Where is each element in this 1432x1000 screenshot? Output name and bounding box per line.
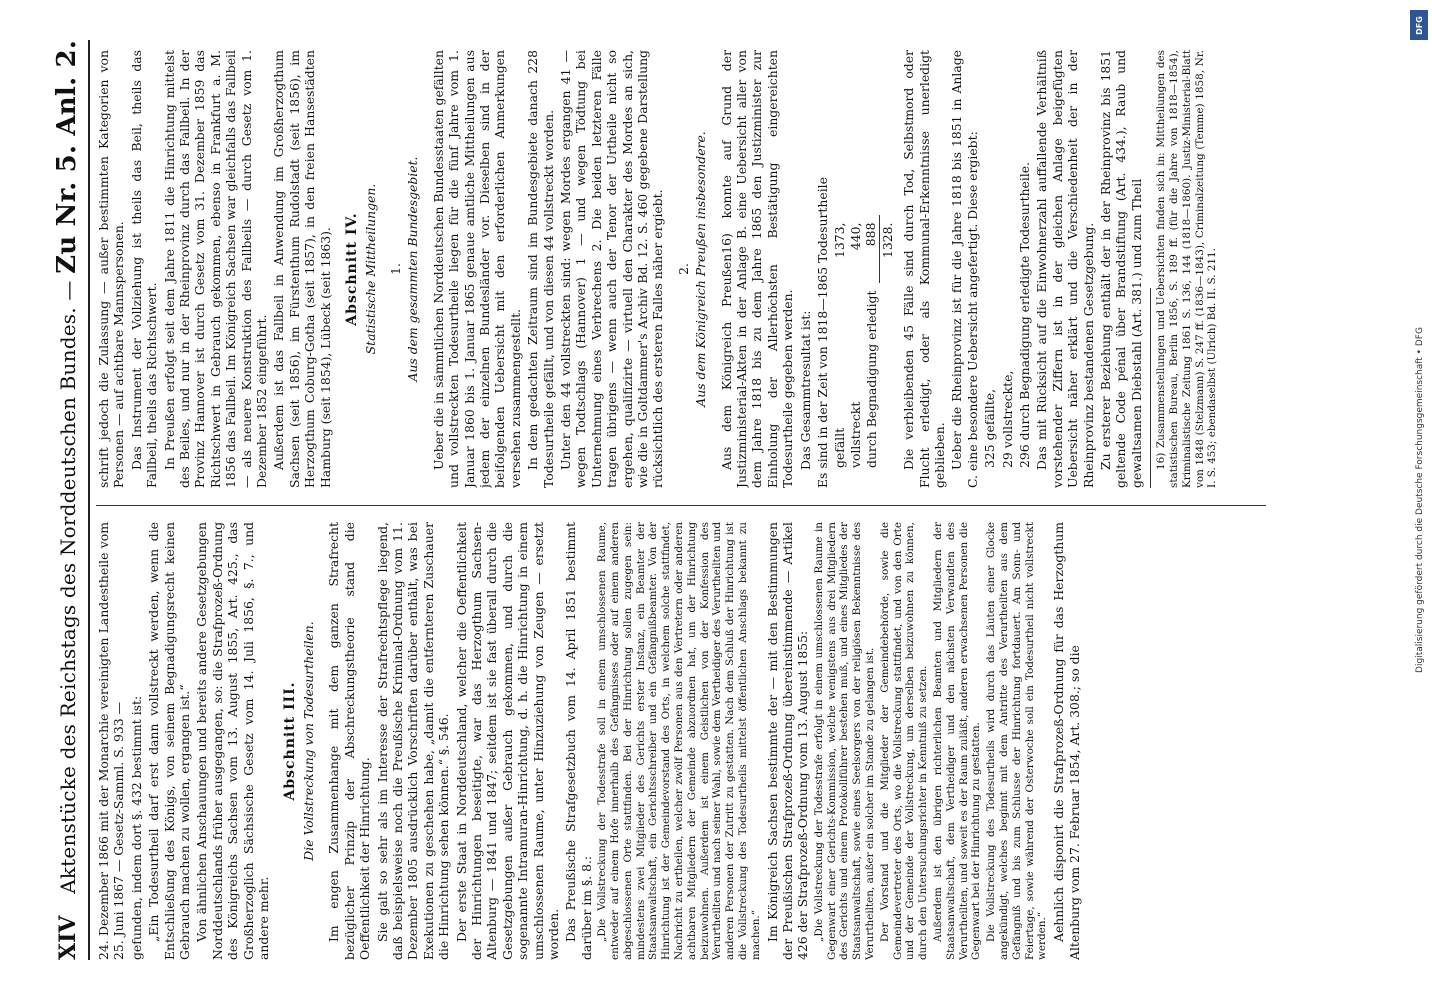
column-divider xyxy=(96,505,1266,506)
stats-line: 296 durch Begnadigung erledigte Todesurtheile. xyxy=(1016,161,1032,468)
section-subtitle: Statistische Mittheilungen. xyxy=(362,183,378,355)
section-heading: Abschnitt IV. xyxy=(344,212,361,326)
paragraph: „Ein Todesurtheil darf erst dann vollstreckt werden, wenn die Entschließung des Königs, von seinem Begnadigungsrecht keinen Gebrauch machen zu wollen, ergangen ist.“ xyxy=(146,522,193,960)
subsection-number: 2. xyxy=(675,263,691,275)
stats-line: 325 gefällte, xyxy=(982,388,998,468)
footnote: 16) Zusammenstellungen und Uebersichten finden sich in: Mittheilungen des statistischen Bureau, Berlin 1856, S. 189 ff. (für die Jahre von 1818—1854), Kriminalistische Zeitung 1861 S. 136, 144 (1818—1860). Justiz-Ministerial-Blatt von 1848 (Stelzmann) S. 247 ff. (1836—1843), Criminalzeitung (Temme) 1858, Nr. I. S. 453; ebendaselbst (Ulrich) Bd. II. S. 211. xyxy=(1155,50,1219,488)
stats-row xyxy=(832,215,847,468)
paragraph: Außerdem ist das Fallbeil in Anwendung im Großherzogthum Sachsen (seit 1856), im Fürstenthum Rudolstadt (seit 1856), im Herzogthum Coburg-Gotha (seit 1857), in den freien Hansestädten Hamburg (seit 1854), Lübeck (seit 1863). xyxy=(271,50,333,488)
paragraph: Ueber die in sämmtlichen Norddeutschen Bundesstaaten gefällten und vollstreckten Todesurtheile liegen für die fünf Jahre vom 1. Januar 1860 bis 1. Januar 1865 genaue amtliche Mittheilungen aus jedem der einzelnen Bundesländer vor. Dieselben sind in der beifolgenden Uebersicht mit den erforderlichen Anmerkungen versehen zusammengestellt. xyxy=(430,50,523,488)
paragraph: Das mit Rücksicht auf die Einwohnerzahl auffallende Verhältniß vorstehender Ziffern ist in der gleichen Anlage beigefügten Uebersicht näher erklärt und die Verschiedenheit der in der Rheinprovinz bestandenen Gesetzgebung. xyxy=(1034,50,1096,488)
paragraph: Im engen Zusammenhange mit dem ganzen Strafrecht bezüglicher Prinzip der Abschreckungstheorie stand die Oeffentlichkeit der Hinrichtung. xyxy=(326,522,373,960)
digitization-credit xyxy=(1412,50,1428,950)
stats-table xyxy=(832,215,895,468)
paragraph: Ueber die Rheinprovinz ist für die Jahre 1818 bis 1851 in Anlage C. eine besondere Uebersicht angefertigt. Diese ergiebt: xyxy=(949,50,980,488)
stats-label: durch Begnadigung erledigt xyxy=(863,290,879,468)
stats-spacer xyxy=(879,283,895,468)
paragraph: 24. Dezember 1866 mit der Monarchie vereinigten Landestheile vom 25. Juni 1867 — Gesetz-Samml. S. 933 — xyxy=(96,522,127,960)
paragraph: Aehnlich disponirt die Strafprozeß-Ordnung für das Herzogthum Altenburg vom 27. Februar 1854, Art. 308.; so die xyxy=(1051,522,1082,960)
page-header xyxy=(52,40,86,960)
running-title xyxy=(52,40,82,894)
quotation: Der Vorstand und die Mitglieder der Gemeindebehörde, sowie die Gemeindevertreter des Orts, wo die Vollstreckung stattfindet, und von den Orte und der Gemeinde der Vollstreckung, um derselben beizuwohnen zu können, durch den Untersuchungsrichter in Kenntniß zu setzen. xyxy=(878,522,930,960)
subsection-title: Aus dem gesammten Bundesgebiet. xyxy=(405,156,421,382)
paragraph: schrift jedoch die Zulassung — außer bestimmten Kategorien von Personen — auf achtbare Mannspersonen. xyxy=(96,50,127,488)
paragraph: Der erste Staat in Norddeutschland, welcher die Oeffentlichkeit der Hinrichtungen beseitigte, war das Herzogthum Sachsen-Altenburg — 1841 und 1847; seitdem ist sie fast überall durch die Gesetzgebungen außer Gebrauch gekommen, und durch die sogenannte Intramuran-Hinrichtung, d. h. die Hinrichtung in einem umschlossenen Raume, unter Hinzuziehung von Zeugen — ersetzt worden. xyxy=(453,522,561,960)
dfg-logo xyxy=(1410,10,1428,40)
left-column xyxy=(96,522,1266,960)
paragraph: Unter den 44 vollstreckten sind: wegen Mordes ergangen 41 — wegen Todtschlags (Hannover) 1 — und wegen Tödtung bei Unternehmung eines Verbrechens 2. Die beiden letzteren Fälle tragen übrigens — wenn auch der Tenor der Urtheile nicht so ergehen, qualifizirte — virtuell den Charakter des Mordes an sich, wie die in Goltdammer's Archiv Bd. 12. S. 460 gegebene Darstellung rücksichtlich des ersteren Falles näher ergiebt. xyxy=(557,50,666,488)
dfg-logo-text: DFG xyxy=(1414,15,1424,35)
paragraph: Die verbleibenden 45 Fälle sind durch Tod, Selbstmord oder Flucht erledigt, oder als Kommunal-Erkenntnisse unerledigt geblieben. xyxy=(901,50,947,488)
paragraph: Aus dem Königreich Preußen16) konnte auf Grund der Justizministerial-Akten in der Anlage B. eine Uebersicht aller von dem Jahre 1818 bis zu dem Jahre 1865 den Justizminister zur Einholung der Allerhöchsten Bestätigung eingereichten Todesurtheile gegeben werden. xyxy=(718,50,796,488)
stats-total: 1328. xyxy=(879,215,895,283)
paragraph: Das Instrument der Vollziehung ist theils das Beil, theils das Fallbeil, theils das Richtschwert. xyxy=(128,50,160,488)
quotation: Die Vollstreckung des Todesurtheils wird durch das Läuten einer Glocke angekündigt, welches beginnt mit dem Antritte des Verurtheilten aus dem Gefängniß und bis zum Schlusse der Hinrichtung fortdauert. Am Sonn- und Feiertage, sowie während der Osterwoche soll ein Todesurtheil nicht vollstreckt werden.“ xyxy=(985,522,1049,960)
paragraph: Das Preußische Strafgesetzbuch vom 14. April 1851 bestimmt darüber im §. 8.: xyxy=(563,522,594,960)
digitization-credit-text: Digitalisierung gefördert durch die Deutsche Forschungsgemeinschaft • DFG xyxy=(1415,327,1425,673)
right-column xyxy=(96,50,1266,488)
paragraph: In Preußen erfolgt seit dem Jahre 1811 die Hinrichtung mittelst des Beiles, und nur in der Rheinprovinz durch das Fallbeil. In der Provinz Hannover ist durch Gesetz vom 31. Dezember 1859 das Richtschwert in Gebrauch gekommen, ebenso in Frankfurt a. M. 1856 das Fallbeil. Im Königreich Sachsen war gleichfalls das Fallbeil — als neuere Konstruktion des Fallbeils — durch Gesetz vom 1. Dezember 1852 eingeführt. xyxy=(161,50,270,488)
quotation: Außerdem ist den übrigen richterlichen Beamten und Mitgliedern der Staatsanwaltschaft, dem Vertheidiger und den nächsten Verwandten des Verurtheilten, und soweit es der Raum zuläßt, anderen erwachsenen Personen die Gegenwart bei der Hinrichtung zu gestatten. xyxy=(931,522,983,960)
paragraph: Sie galt so sehr als im Interesse der Strafrechtspflege liegend, daß beispielsweise noch die Preußische Kriminal-Ordnung vom 11. Dezember 1805 ausdrücklich Vorschriften darüber enthält, was bei Exekutionen zu geschehen habe, „damit die entfernteren Zuschauer die Hinrichtung sehen können.“ §. 546. xyxy=(374,522,452,960)
stats-value: 1373, xyxy=(832,222,848,259)
footnote-rule xyxy=(1150,288,1151,488)
running-title-main: Aktenstücke des Reichstags des Norddeutschen Bundes. — xyxy=(56,280,80,894)
stats-row xyxy=(848,215,863,468)
section-heading: Abschnitt III. xyxy=(282,681,299,801)
paragraph: In dem gedachten Zeitraum sind im Bundesgebiete danach 228 Todesurtheile gefällt, und von diesen 44 vollstreckt worden. xyxy=(525,50,556,488)
stats-value: 888 xyxy=(863,222,879,247)
paragraph: Von ähnlichen Anschauungen und bereits andere Gesetzgebungen Norddeutschlands früher ausgegangen, so: die Strafprozeß-Ordnung des Königreichs Sachsen vom 13. August 1855, Art. 425., das Großherzoglich Sächsische Gesetz vom 14. Juli 1856, §. 7., und andere mehr. xyxy=(194,522,272,960)
subsection-number: 1. xyxy=(387,263,403,275)
paragraph: gefunden, indem dort §. 432 bestimmt ist: xyxy=(128,695,144,960)
header-rule xyxy=(88,40,90,960)
stats-label: gefällt xyxy=(832,427,848,468)
paragraph: Es sind in der Zeit von 1818—1865 Todesurtheile xyxy=(815,177,831,488)
section-subtitle: Die Vollstreckung von Todesurtheilen. xyxy=(300,621,316,861)
stats-value: 440, xyxy=(847,222,863,251)
quotation: „Die Vollstreckung der Todesstrafe soll in einem umschlossenen Raume, entweder auf einem Hofe innerhalb des Gefängnisses oder auf einem anderen abgeschlossenen Orte stattfinden. Bei der Hinrichtung sollen zugegen sein: mindestens zwei Mitglieder des Gerichts erster Instanz, ein Beamter der Staatsanwaltschaft, ein Gerichtsschreiber und ein Gefängnißbeamter. Von der Hinrichtung ist der Gemeindevorstand des Orts, in welchem solche stattfindet, Nachricht zu ertheilen, welcher zwölf Personen aus den Vertretern oder anderen achtbaren Mitgliedern der Gemeinde abzuordnen hat, um der Hinrichtung beizuwohnen. Außerdem ist einem Geistlichen von der Konfession des Verurtheilten und nach seiner Wahl, sowie dem Vertheidiger des Verurtheilten und anderen Personen der Zutritt zu gestatten. Nach dem Schluß der Hinrichtung ist die Vollstreckung des Todesurtheils mittelst öffentlichen Anschlags bekannt zu machen.“ xyxy=(596,522,762,960)
page-number: XIV xyxy=(55,915,81,960)
stats-label: vollstreckt xyxy=(847,401,863,468)
paragraph: Das Gesammtresultat ist: xyxy=(797,310,813,470)
subsection-title: Aus dem Königreich Preußen insbesondere. xyxy=(693,131,709,407)
stats-line: 29 vollstreckte, xyxy=(999,370,1015,468)
paragraph: Im Königreich Sachsen bestimmte der — mit den Bestimmungen der Preußischen Strafprozeß-Ordnung übereinstimmende — Artikel 426 der Strafprozeß-Ordnung vom 13. August 1855: xyxy=(764,522,811,960)
paragraph: Zu ersterer Beziehung enthält der in der Rheinprovinz bis 1851 geltende Code pénal über Brandstiftung (Art. 434.), Raub und gewaltsamen Diebstahl (Art. 381.) und zum Theil xyxy=(1097,50,1144,488)
stats-row xyxy=(879,215,895,468)
quotation: „Die Vollstreckung der Todesstrafe erfolgt in einem umschlossenen Raume in Gegenwart einer Gerichts-Kommission, welche wenigstens aus drei Mitgliedern des Gerichts und einem Protokollführer bestehen muß, und eines Mitgliedes der Staatsanwaltschaft, sowie eines Seelsorgers von der religiösen Bekenntnisse des Verurtheilten, außer ein solcher im Stande zu gelangen ist. xyxy=(812,522,876,960)
stats-row xyxy=(863,215,879,468)
running-title-ref: Zu Nr. 5. Anl. 2. xyxy=(52,40,82,274)
